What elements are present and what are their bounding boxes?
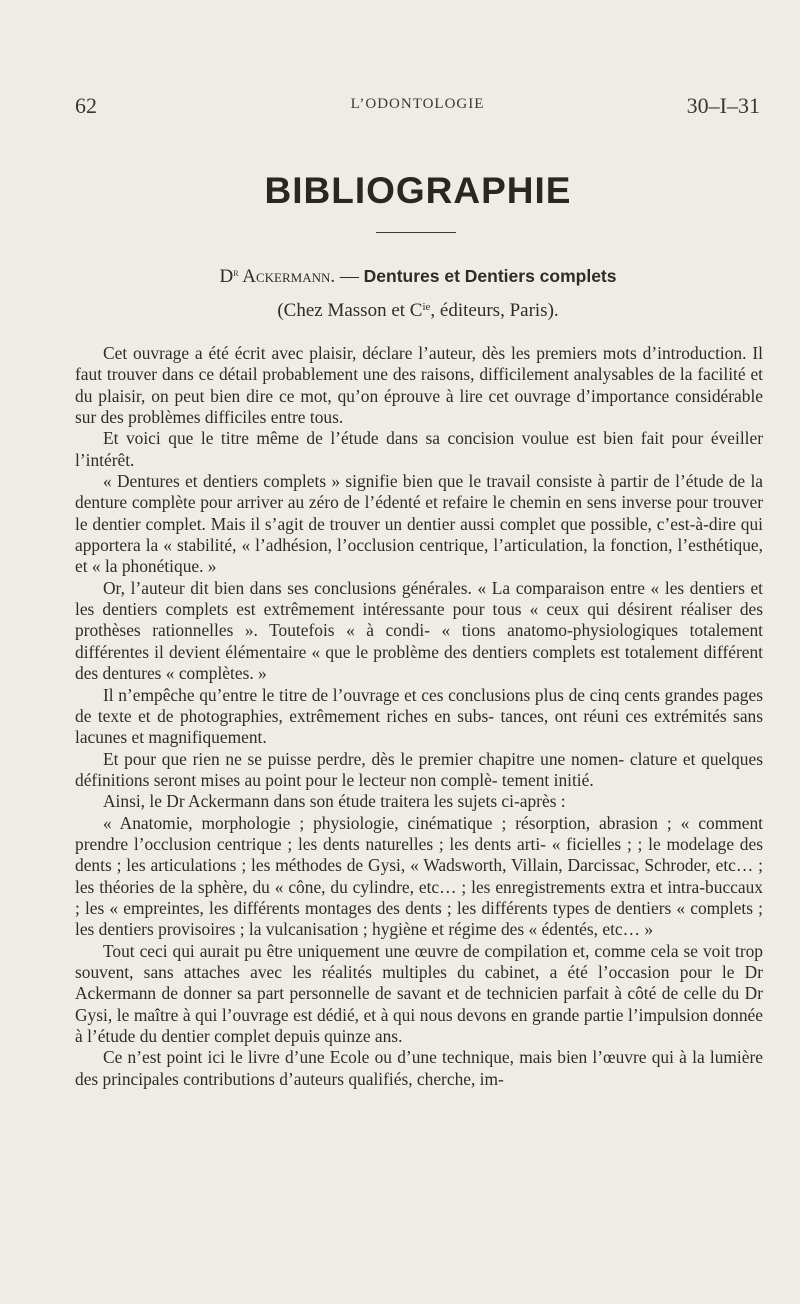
paragraph-6: Et pour que rien ne se puisse perdre, dès le premier chapitre une nomen- clature et quelques définitions seront mises au point pour le lecteur non complè- tement initié. [75,748,763,790]
paragraph-10: Ce n’est point ici le livre d’une Ecole ou d’une technique, mais bien l’œuvre qui à la lumière des principales contributions d’auteurs qualifiés, cherche, im- [75,1047,763,1089]
paragraph-4: Or, l’auteur dit bien dans ses conclusions générales. « La comparaison entre « les dentiers et les dentiers complets est extrêmement intéressante pour tous « ceux qui désirent réaliser des prothèses rationnelles ». Toutefois « à condi- « tions anatomo-physiologiques totalement différentes il devient élémentaire « que le problème des dentiers complets est totalement différent des dentures « complètes. » [75,577,763,684]
review-body [75,343,763,1090]
paragraph-9: Tout ceci qui aurait pu être uniquement une œuvre de compilation et, comme cela se voit trop souvent, sans attaches avec les réalités multiples du cabinet, a été l’occasion pour le Dr Ackermann de donner sa part personnelle de savant et de technicien parfait à côté de celle du Dr Gysi, le maître à qui l’ouvrage est dédié, et à qui nous devons en grande partie l’impulsion donnée à l’étude du dentier complet depuis quinze ans. [75,940,763,1046]
page-title: BIBLIOGRAPHIE [264,170,572,211]
publisher-line: (Chez Masson et $C^{ie}$, éditeurs, Paris). [277,300,559,321]
review-author: $D^r$ Ackermann. [219,266,336,287]
review-heading [0,266,800,288]
paragraph-2: Et voici que le titre même de l’étude dans sa concision voulue est bien fait pour éveiller l’intérêt. [75,428,763,470]
paragraph-7: Ainsi, le Dr Ackermann dans son étude traitera les sujets ci-après : [103,791,566,812]
paragraph-8: « Anatomie, morphologie ; physiologie, cinématique ; résorption, abrasion ; « comment prendre l’occlusion centrique ; les dents naturelles ; les dents arti- « ficielles ; ; le modelage des dents ; les articulations ; les méthodes de Gysi, « Wadsworth, Villain, Darcissac, Schroder, etc… ; les théories de la sphère, du « cône, du cylindre, etc… ; les enregistrements extra et intra-buccaux ; les « empreintes, les différents montages des dents ; les différents types de dentiers « complets ; les dentiers provisoires ; la vulcanisation ; hygiène et régime des « édentés, etc… » [75,812,763,940]
running-head [75,93,760,117]
book-title: Dentures et Dentiers complets [363,266,617,286]
page-number: 62 [75,93,97,118]
paragraph-1: Cet ouvrage a été écrit avec plaisir, déclare l’auteur, dès les premiers mots d’introduction. Il faut trouver dans ce détail probablement une des raisons, difficilement analysables de la facilité et du plaisir, on peut bien dire ce mot, qu’on éprouve à lire cet ouvrage d’importance considérable sur des problèmes difficiles entre tous. [75,343,763,428]
paragraph-5: Il n’empêche qu’entre le titre de l’ouvrage et ces conclusions plus de cinq cents grandes pages de texte et de photographies, extrêmement riches en subs- tances, ont réuni ces extrémités sans lacunes et magnifiquement. [75,684,763,748]
journal-title: L’ODONTOLOGIE [350,96,485,112]
heading-dash: — [335,266,364,287]
title-divider [376,232,456,233]
paragraph-3: « Dentures et dentiers complets » signifie bien que le travail consiste à partir de l’étude de la denture complète pour arriver au zéro de l’édenté et refaire le chemin en sens inverse pour trouver le dentier complet. Mais il s’agit de trouver un dentier aussi complet que possible, c’est-à-dire qui apportera la « stabilité, « l’adhésion, l’occlusion centrique, l’articulation, la fonction, l’esthétique, et « la phonétique. » [75,471,763,577]
issue-date: 30–I–31 [686,93,760,118]
